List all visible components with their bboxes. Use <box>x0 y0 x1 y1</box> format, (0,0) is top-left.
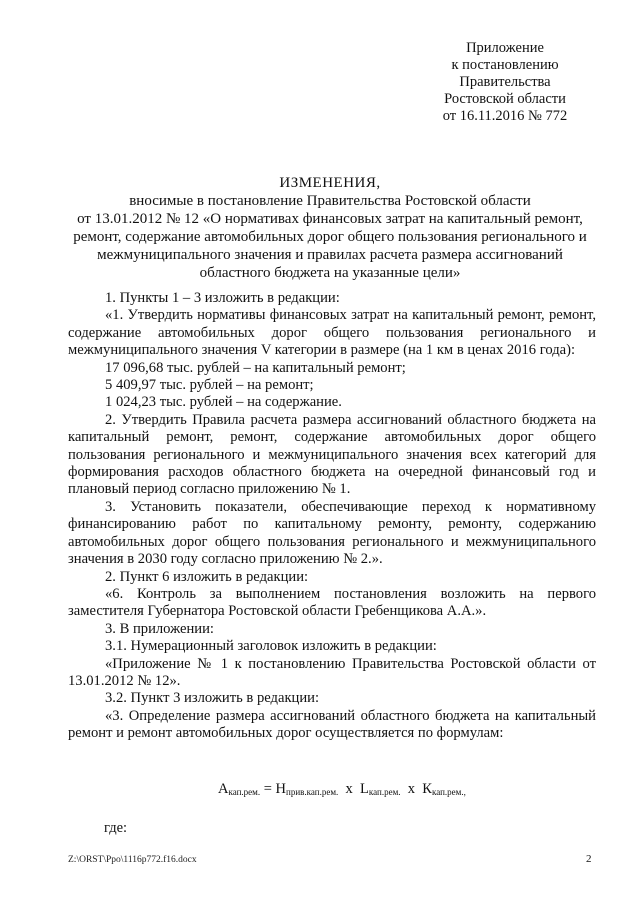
appendix-line: к постановлению <box>451 57 559 73</box>
formula-times: x <box>338 781 361 797</box>
paragraph: 17 096,68 тыс. рублей – на капитальный ремонт; <box>105 359 406 376</box>
appendix-line: Ростовской области <box>444 91 566 107</box>
title-line: от 13.01.2012 № 12 «О нормативах финансовых затрат на капитальный ремонт, <box>77 211 583 227</box>
document-title <box>60 174 600 282</box>
appendix-header <box>420 40 590 125</box>
formula-l-subscript: кап.рем. <box>368 787 401 797</box>
paragraph: «6. Контроль за выполнением постановления возложить на первого заместителя Губернатора Ростовской области Гребенщикова А.А.». <box>68 585 596 620</box>
formula-equals: = <box>260 781 276 797</box>
formula-h-subscript: прив.кап.рем. <box>286 787 339 797</box>
appendix-line: Приложение <box>466 40 544 56</box>
appendix-line: от 16.11.2016 № 772 <box>442 108 568 124</box>
appendix-line: Правительства <box>459 74 551 90</box>
paragraph: «Приложение № 1 к постановлению Правительства Ростовской области от 13.01.2012 № 12». <box>68 655 596 689</box>
formula-h: Н <box>275 781 287 797</box>
paragraph: 2. Пункт 6 изложить в редакции: <box>105 568 309 585</box>
paragraph: 1 024,23 тыс. рублей – на содержание. <box>105 394 342 411</box>
paragraph: «1. Утвердить нормативы финансовых затрат на капитальный ремонт, ремонт, содержание автомобильных дорог общего пользования регионального и межмуниципального значения V категории в размере (на 1 км в ценах 2016 года): <box>68 307 596 359</box>
paragraph: «3. Определение размера ассигнований областного бюджета на капитальный ремонт и ремонт автомобильных дорог осуществляется по формулам: <box>68 707 596 742</box>
title-line: вносимые в постановление Правительства Ростовской области <box>129 193 531 209</box>
paragraph: 3. Установить показатели, обеспечивающие переход к нормативному финансированию работ по капитальному ремонту, ремонту, содержанию автомобильных дорог общего пользования регионального и межмуниципального значения в 2030 году согласно приложению № 2.». <box>68 498 596 568</box>
title-line: ремонт, содержание автомобильных дорог общего пользования регионального и <box>73 229 587 245</box>
paragraph: 5 409,97 тыс. рублей – на ремонт; <box>105 377 314 394</box>
title-line: межмуниципального значения и правилах расчета размера ассигнований <box>97 247 563 263</box>
formula-comma: , <box>463 787 466 797</box>
formula-k-subscript: кап.рем. <box>431 787 464 797</box>
formula-a-subscript: кап.рем. <box>228 787 261 797</box>
title-line: областного бюджета на указанные цели» <box>199 265 461 281</box>
formula-a: А <box>218 781 229 797</box>
formula-k: К <box>422 781 432 797</box>
paragraph: 1. Пункты 1 – 3 изложить в редакции: <box>105 290 340 306</box>
formula-times: x <box>400 781 423 797</box>
document-body <box>68 290 596 743</box>
formula <box>218 781 466 798</box>
paragraph: 3.1. Нумерационный заголовок изложить в редакции: <box>105 638 437 655</box>
page-number: 2 <box>586 853 592 865</box>
footer-file-path: Z:\ORST\Ppo\1116p772.f16.docx <box>68 855 197 865</box>
paragraph: 3.2. Пункт 3 изложить в редакции: <box>105 690 320 707</box>
title-heading: ИЗМЕНЕНИЯ, <box>279 175 381 191</box>
paragraph: 2. Утвердить Правила расчета размера ассигнований областного бюджета на капитальный ремонт, ремонт, содержание автомобильных дорог общего пользования регионального и межмуниципального значения всех категорий для формирования расходов областного бюджета на очередной финансовый год и плановый период согласно приложению № 1. <box>68 411 596 498</box>
formula-l: L <box>360 781 369 797</box>
where-label: где: <box>104 820 128 836</box>
paragraph: 3. В приложении: <box>105 620 214 637</box>
